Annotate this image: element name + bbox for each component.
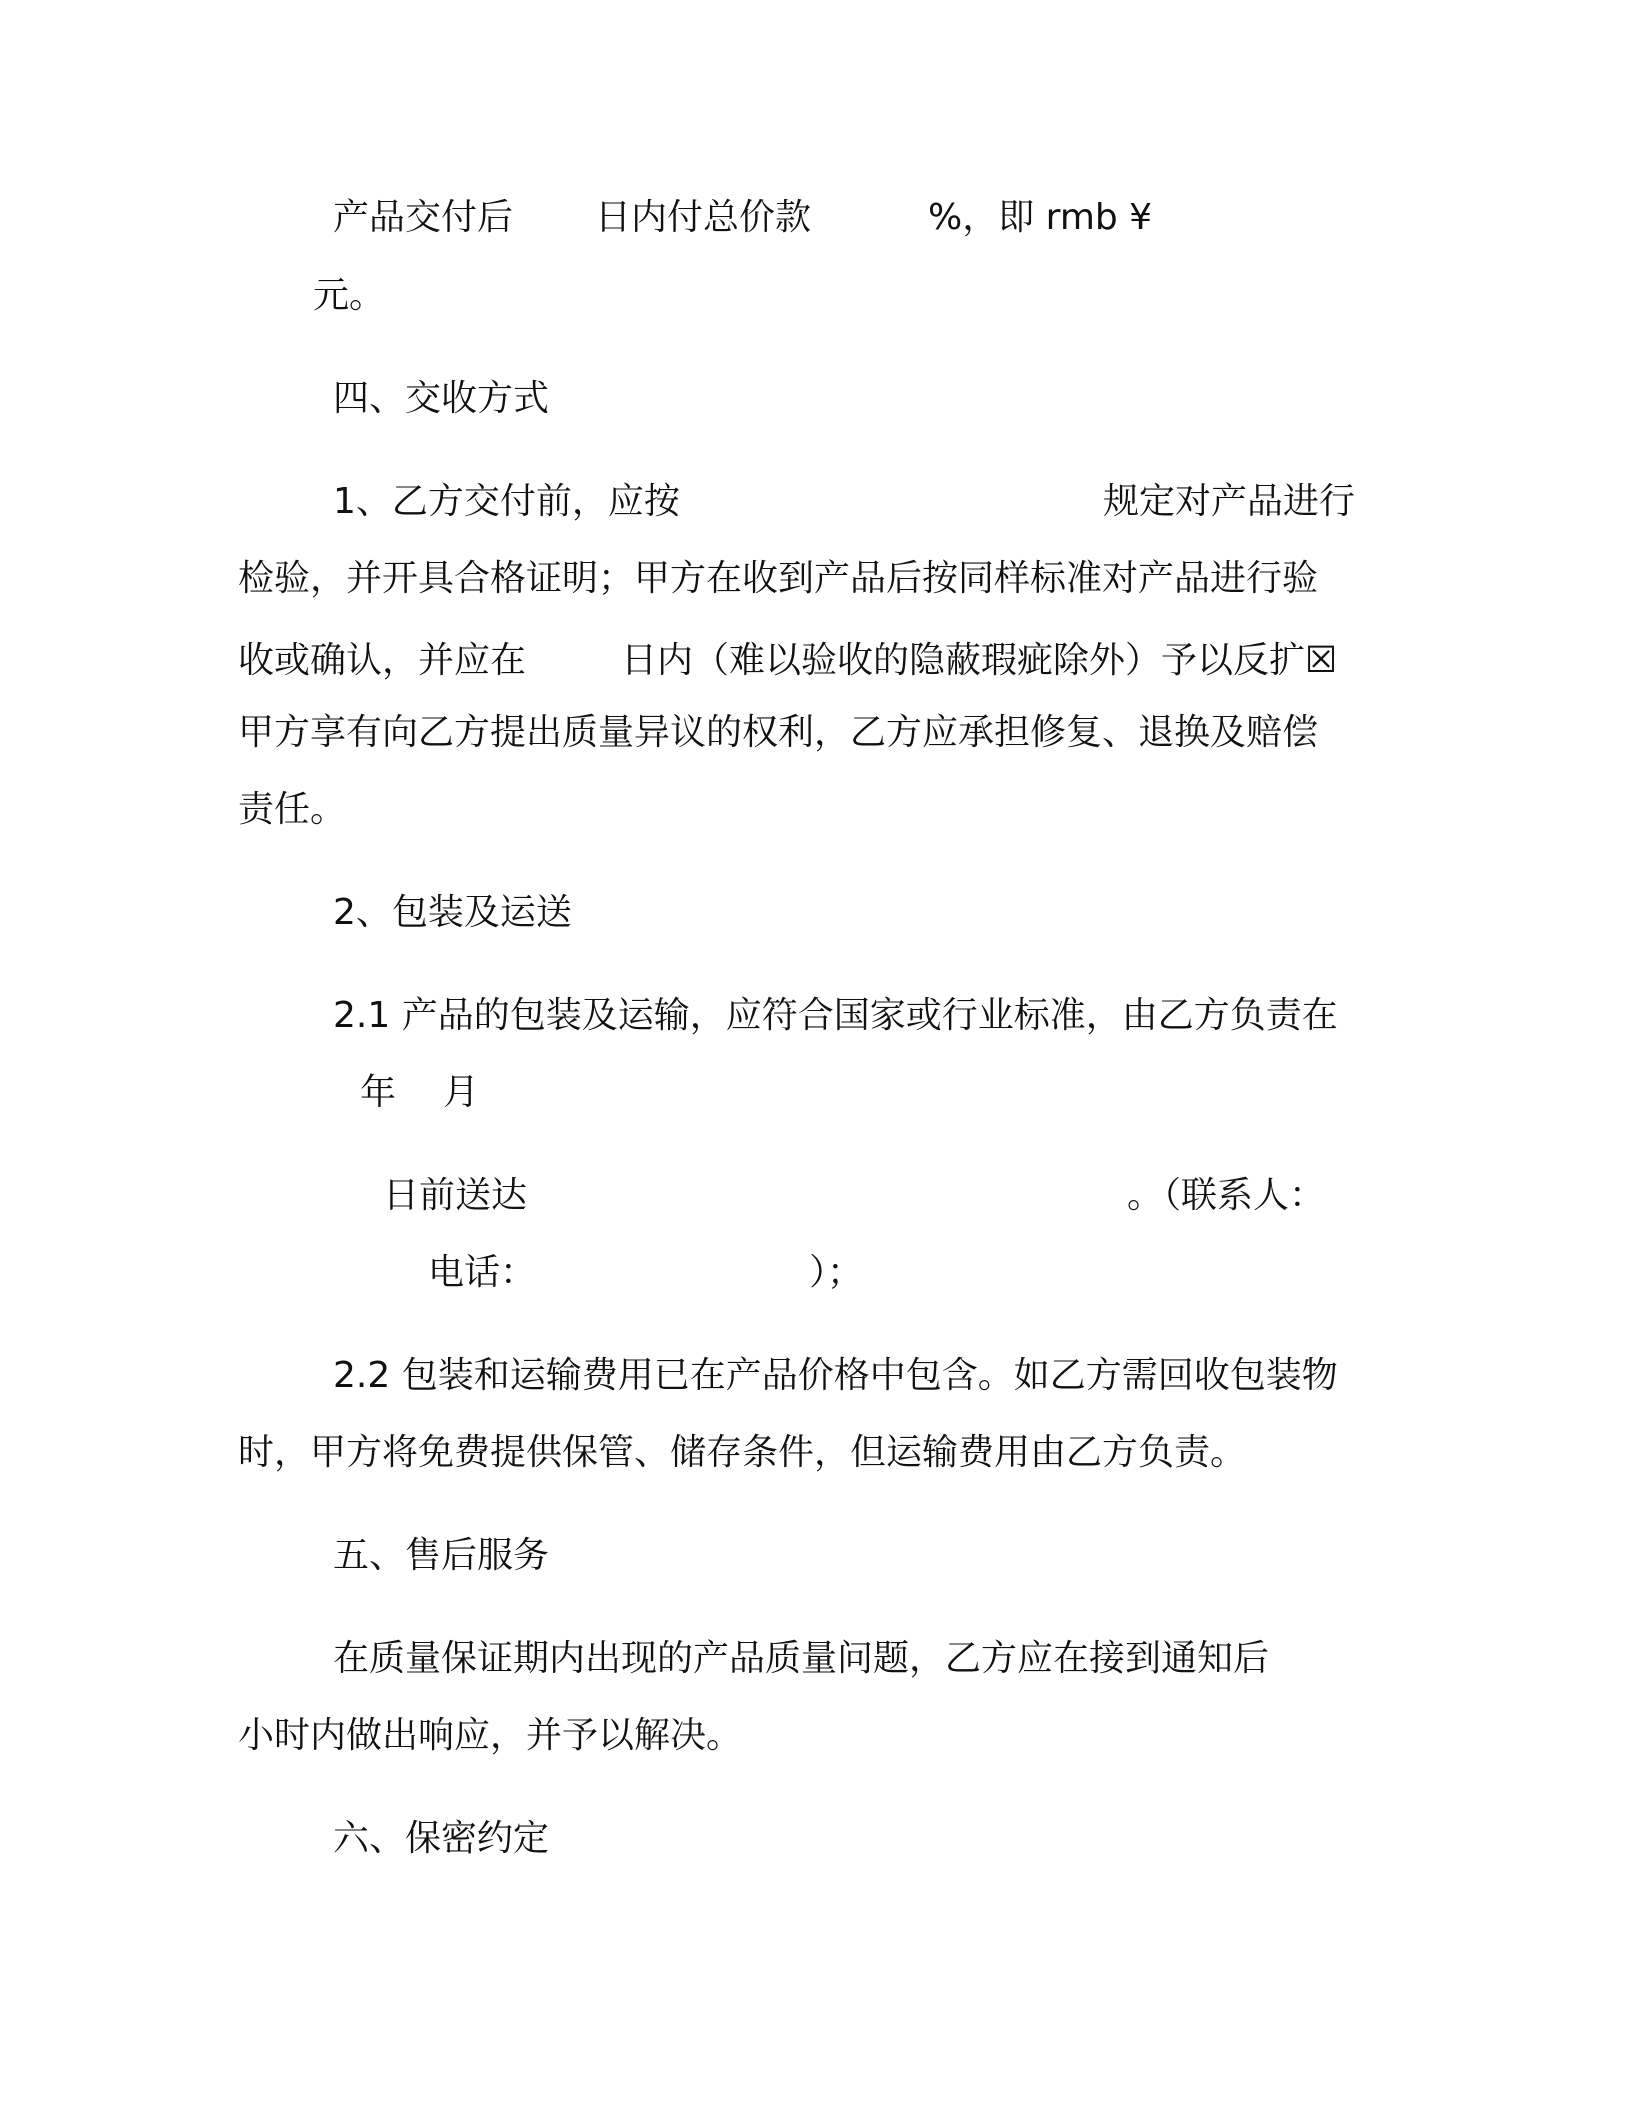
- acceptance-clause-line3-part2: 日内（难以验收的隐蔽瑕疵除外）予以反扩☒: [621, 640, 1338, 681]
- acceptance-clause-line5: 责任。: [238, 789, 347, 830]
- date-year-label: 年: [360, 1072, 397, 1113]
- payment-clause-part2: 日内付总价款: [595, 197, 812, 238]
- packaging-clause-2-2-line1: 2.2 包装和运输费用已在产品价格中包含。如乙方需回收包装物: [333, 1355, 1338, 1396]
- section-heading-after-sales: 五、售后服务: [333, 1535, 550, 1576]
- section-heading-packaging: 2、包装及运送: [333, 892, 572, 933]
- payment-clause-part1: 产品交付后: [333, 197, 514, 238]
- acceptance-clause-1-part1: 1、乙方交付前，应按: [333, 481, 680, 522]
- section-heading-delivery-acceptance: 四、交收方式: [333, 378, 550, 419]
- acceptance-clause-1-part2: 规定对产品进行: [1103, 481, 1356, 522]
- after-sales-clause-line1: 在质量保证期内出现的产品质量问题，乙方应在接到通知后: [333, 1638, 1270, 1679]
- acceptance-clause-line4: 甲方享有向乙方提出质量异议的权利，乙方应承担修复、退换及赔偿: [238, 712, 1319, 753]
- section-heading-confidentiality: 六、保密约定: [333, 1818, 550, 1859]
- after-sales-clause-line2: 小时内做出响应，并予以解决。: [238, 1715, 743, 1756]
- phone-close-paren: ）；: [809, 1252, 864, 1293]
- phone-label: 电话：: [428, 1252, 537, 1293]
- date-month-label: 月: [443, 1072, 480, 1113]
- packaging-clause-2-2-line2: 时，甲方将免费提供保管、储存条件，但运输费用由乙方负责。: [238, 1432, 1247, 1473]
- acceptance-clause-line2: 检验，并开具合格证明；甲方在收到产品后按同样标准对产品进行验: [238, 558, 1319, 599]
- delivery-deadline-label: 日前送达: [383, 1175, 528, 1216]
- payment-clause-unit: 元。: [313, 275, 386, 316]
- contact-person-label: 。（联系人：: [1127, 1175, 1326, 1216]
- packaging-clause-2-1: 2.1 产品的包装及运输，应符合国家或行业标准，由乙方负责在: [333, 995, 1338, 1036]
- payment-clause-part3: %，即 rmb ¥: [928, 197, 1153, 238]
- acceptance-clause-line3-part1: 收或确认，并应在: [238, 640, 527, 681]
